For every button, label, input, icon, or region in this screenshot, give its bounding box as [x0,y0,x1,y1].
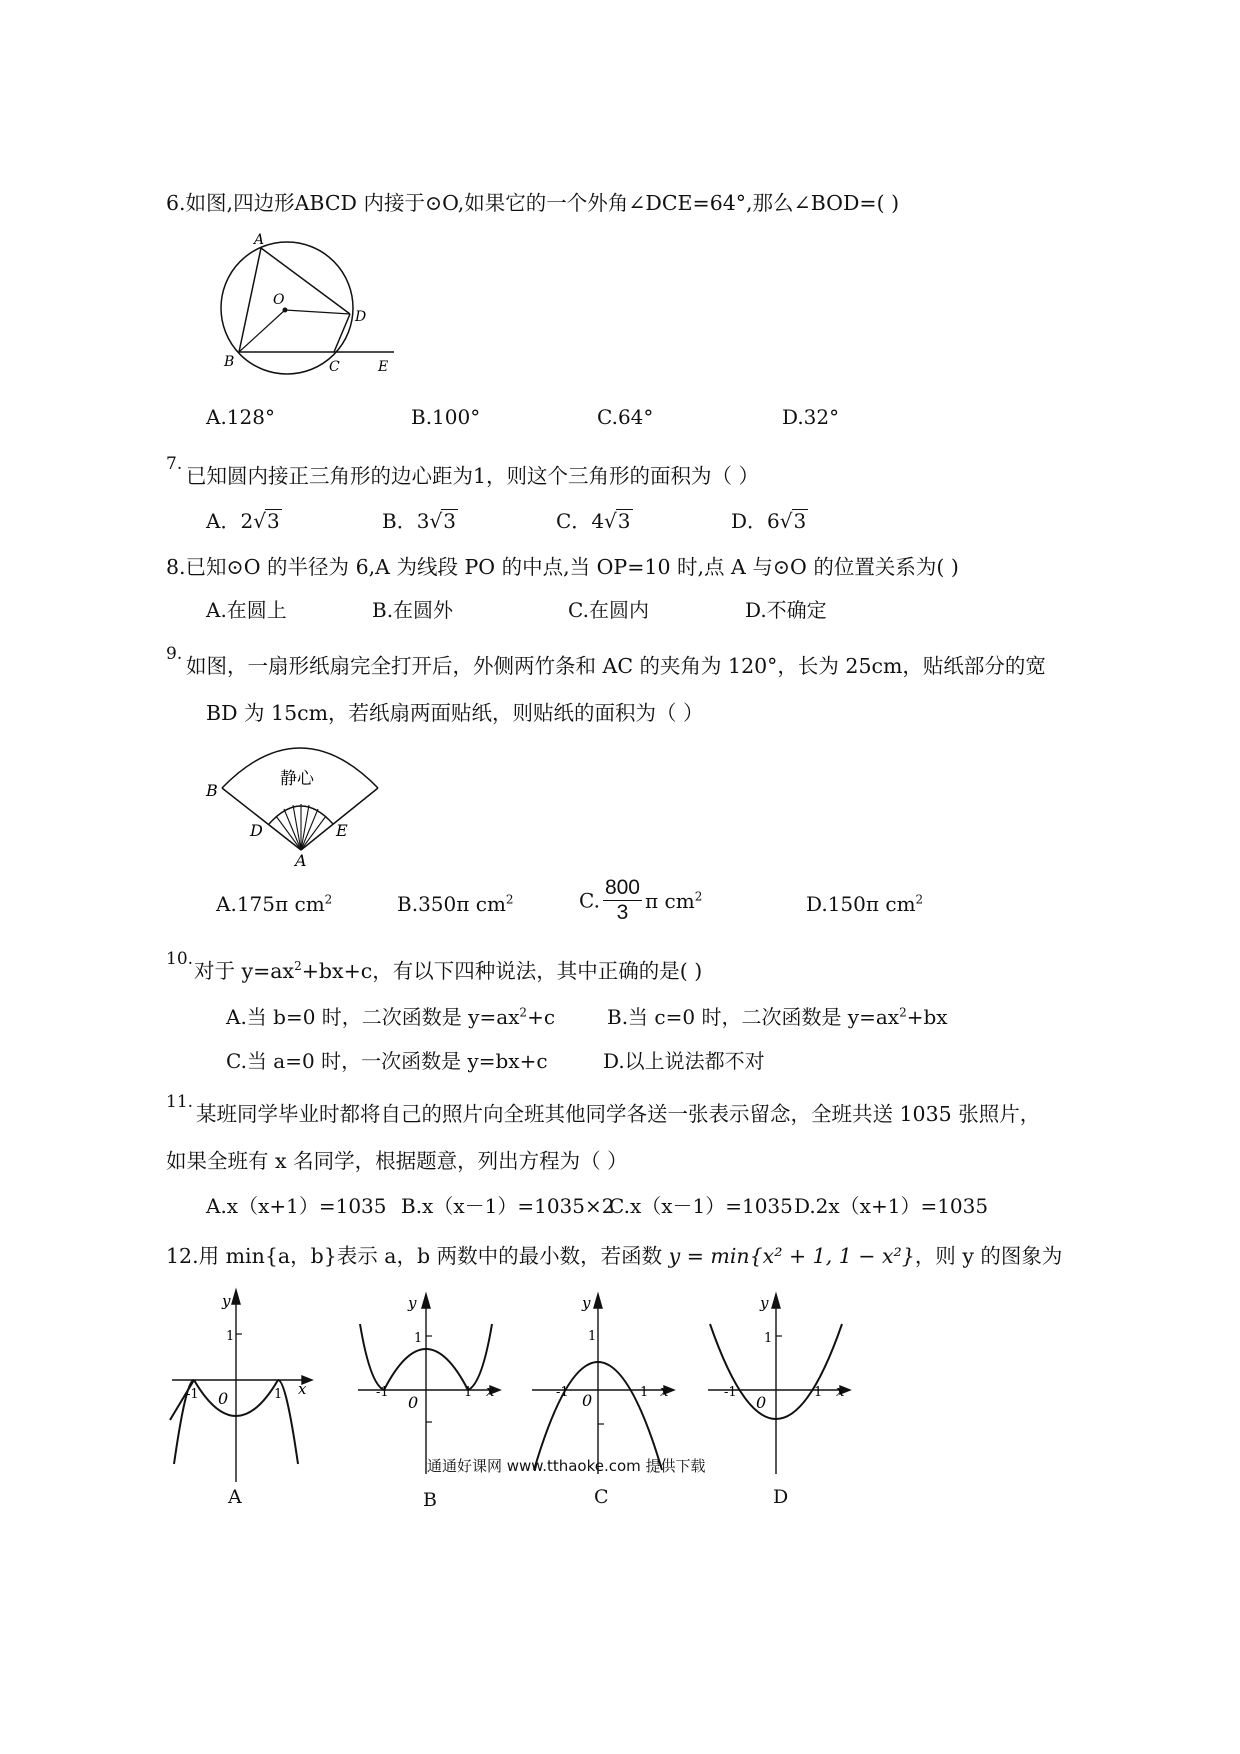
q7-option-d: D．6√3 [731,509,807,533]
tick-one-x: 1 [274,1387,283,1402]
tick-one-x: 1 [640,1385,649,1400]
q8-option-a: A.在圆上 [206,598,287,622]
q11-option-d: D.2x（x+1）=1035 [794,1194,989,1218]
tick-one: 1 [588,1329,597,1344]
fan-text: 静心 [280,769,314,789]
caption-c: C [594,1486,609,1508]
q10-stem: 对于 $y=ax^2+bx+c$，有以下四种说法，其中正确的是( ) [194,959,703,983]
axis-x-label: x [836,1382,845,1400]
q8-option-b: B.在圆外 [372,598,454,622]
label-d: D [250,821,263,840]
q9-option-c: C. $\frac{800}{3}$ π $cm^2$ [579,876,703,924]
footer-watermark: 通通好课网 www.tthaoke.com 提供下载 [427,1457,706,1475]
label-b: B [206,781,218,800]
q6-option-b: B.100° [411,405,481,429]
q10-option-c: C.当 a=0 时，一次函数是 y=bx+c [226,1049,548,1073]
q12-graph-a [166,1284,316,1484]
axis-y-label: y [222,1292,231,1310]
q8-option-d: D.不确定 [745,598,827,622]
tick-neg-one: -1 [376,1385,389,1400]
label-b: B [224,354,235,370]
q7-option-a: A．2√3 [206,509,280,533]
origin-label: 0 [408,1393,419,1412]
q12-formula: y = min{x² + 1, 1 − x²} [668,1244,915,1268]
q7-number: 7. [166,454,183,474]
q12-graph-b [356,1284,506,1484]
tick-neg-one: -1 [186,1387,199,1402]
q11-option-b: B.x（x－1）=1035×2 [401,1194,615,1218]
q9-option-a: A.175π $cm^2$ [216,892,333,916]
q12-graph-d [706,1284,856,1484]
q6-circle-figure [212,228,412,388]
q9-line2: BD 为 15cm，若纸扇两面贴纸，则贴纸的面积为（ ） [206,701,704,725]
axis-x-label: x [298,1380,307,1398]
tick-one: 1 [226,1329,235,1344]
caption-b: B [423,1489,437,1511]
label-o: O [273,292,285,308]
q10-option-b: B.当 c=0 时，二次函数是 $y=ax^2+bx$ [607,1005,948,1029]
label-e: E [378,359,389,375]
q10-option-d: D.以上说法都不对 [603,1049,765,1073]
axis-y-label: y [760,1294,769,1312]
tick-one: 1 [414,1331,423,1346]
fraction: $\frac{800}{3}$ [604,876,640,924]
q8-stem: 8.已知⊙O 的半径为 6,A 为线段 PO 的中点,当 OP=10 时,点 A 与⊙O 的位置关系为( ) [166,555,959,579]
axis-x-label: x [660,1382,669,1400]
q6-option-a: A.128° [206,405,275,429]
q11-option-c: C.x（x－1）=1035 [609,1194,793,1218]
q6-option-c: C.64° [597,405,654,429]
tick-one-x: 1 [814,1385,823,1400]
q8-option-c: C.在圆内 [568,598,649,622]
q12-stem: 12.用 min{a，b}表示 a，b 两数中的最小数，若函数 y = min{x² + 1, 1 − x²}，则 y 的图象为 [166,1244,1063,1268]
caption-a: A [228,1486,242,1508]
label-a: A [254,232,265,248]
axis-x-label: x [486,1382,495,1400]
origin-label: 0 [218,1389,229,1408]
q6-option-d: D.32° [782,405,840,429]
q9-option-d: D.150π $cm^2$ [806,892,924,916]
tick-one-x: 1 [464,1385,473,1400]
origin-label: 0 [582,1391,593,1410]
q7-option-c: C．4√3 [556,509,631,533]
q10-number: 10. [166,949,194,969]
tick-neg-one: -1 [724,1385,737,1400]
q6-stem: 6.如图,四边形ABCD 内接于⊙O,如果它的一个外角∠DCE=64°,那么∠BOD=( ) [166,191,900,215]
q11-line2: 如果全班有 x 名同学，根据题意，列出方程为（ ） [166,1149,628,1173]
q11-line1: 某班同学毕业时都将自己的照片向全班其他同学各送一张表示留念，全班共送 1035 张照片， [196,1102,1041,1126]
caption-d: D [773,1486,789,1508]
q9-number: 9. [166,644,183,664]
label-e: E [336,821,348,840]
q9-option-b: B.350π $cm^2$ [397,892,514,916]
label-d: D [355,309,367,325]
q11-number: 11. [166,1092,194,1112]
q9-line1: 如图，一扇形纸扇完全打开后，外侧两竹条和 AC 的夹角为 120°，长为 25cm，贴纸部分的宽 [186,654,1046,678]
q12-graph-c [530,1284,680,1484]
circle-o [221,242,353,374]
q10-option-a: A.当 b=0 时，二次函数是 $y=ax^2+c$ [226,1005,556,1029]
q7-stem: 已知圆内接正三角形的边心距为1，则这个三角形的面积为（ ） [186,464,760,488]
origin-label: 0 [756,1393,767,1412]
tick-neg-one: -1 [556,1385,569,1400]
q7-option-b: B．3√3 [382,509,456,533]
q9-fan-figure [200,728,400,868]
label-c: C [329,359,340,375]
axis-y-label: y [582,1294,591,1312]
q11-option-a: A.x（x+1）=1035 [206,1194,387,1218]
label-a: A [295,851,307,868]
axis-y-label: y [408,1294,417,1312]
tick-one: 1 [764,1331,773,1346]
